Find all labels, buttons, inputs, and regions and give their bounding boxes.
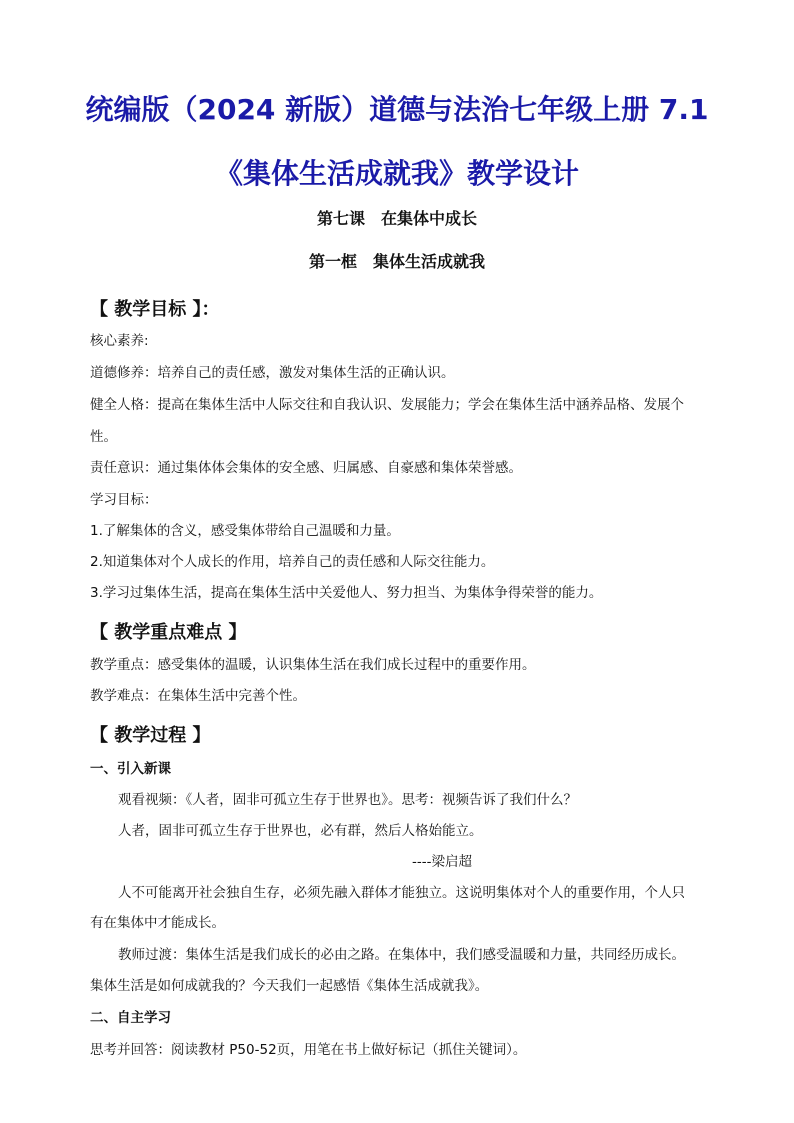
learning-goal-3: 3.学习过集体生活，提高在集体生活中关爱他人、努力担当、为集体争得荣誉的能力。	[90, 585, 603, 601]
section-title: 第一框 集体生活成就我	[308, 252, 485, 271]
paragraph-society-1: 人不可能离开社会独自生存，必须先融入群体才能独立。这说明集体对个人的重要作用，个人只	[118, 885, 685, 901]
sound-personality-1: 健全人格：提高在集体生活中人际交往和自我认识、发展能力；学会在集体生活中涵养品格、发展个	[90, 397, 684, 413]
process-heading: 【 教学过程 】	[90, 725, 211, 746]
paragraph-quote: 人者，固非可孤立生存于世界也，必有群，然后人格始能立。	[118, 823, 483, 839]
responsibility-awareness: 责任意识：通过集体体会集体的安全感、归属感、自豪感和集体荣誉感。	[90, 460, 522, 476]
goals-heading: 【 教学目标 】：	[90, 299, 220, 320]
part1-title: 一、引入新课	[90, 761, 171, 777]
learning-goal-1: 1.了解集体的含义，感受集体带给自己温暖和力量。	[90, 523, 400, 539]
sound-personality-2: 性。	[90, 429, 117, 445]
document-title-line1: 统编版（2024 新版）道德与法治七年级上册 7.1	[85, 93, 709, 126]
moral-cultivation: 道德修养：培养自己的责任感，激发对集体生活的正确认识。	[90, 365, 455, 381]
part2-title: 二、自主学习	[90, 1010, 171, 1026]
paragraph-self-study: 思考并回答：阅读教材 P50-52页，用笔在书上做好标记（抓住关键词）。	[90, 1042, 527, 1058]
teaching-difficulty: 教学难点：在集体生活中完善个性。	[90, 688, 306, 704]
lesson-title: 第七课 在集体中成长	[316, 209, 477, 228]
core-literacy-label: 核心素养:	[90, 333, 149, 349]
paragraph-video: 观看视频：《人者，固非可孤立生存于世界也》。思考：视频告诉了我们什么？	[118, 792, 577, 808]
learning-goal-2: 2.知道集体对个人成长的作用，培养自己的责任感和人际交往能力。	[90, 554, 495, 570]
teaching-focus: 教学重点：感受集体的温暖，认识集体生活在我们成长过程中的重要作用。	[90, 657, 536, 673]
paragraph-transition-2: 集体生活是如何成就我的？今天我们一起感悟《集体生活成就我》。	[90, 978, 489, 994]
key-points-heading: 【 教学重点难点 】	[90, 622, 247, 643]
document-title-line2: 《集体生活成就我》教学设计	[214, 157, 579, 190]
paragraph-society-2: 有在集体中才能成长。	[90, 915, 225, 931]
learning-goals-label: 学习目标：	[90, 492, 158, 508]
paragraph-transition-1: 教师过渡：集体生活是我们成长的必由之路。在集体中，我们感受温暖和力量，共同经历成长。	[118, 947, 685, 963]
quote-author: ----梁启超	[412, 854, 472, 870]
